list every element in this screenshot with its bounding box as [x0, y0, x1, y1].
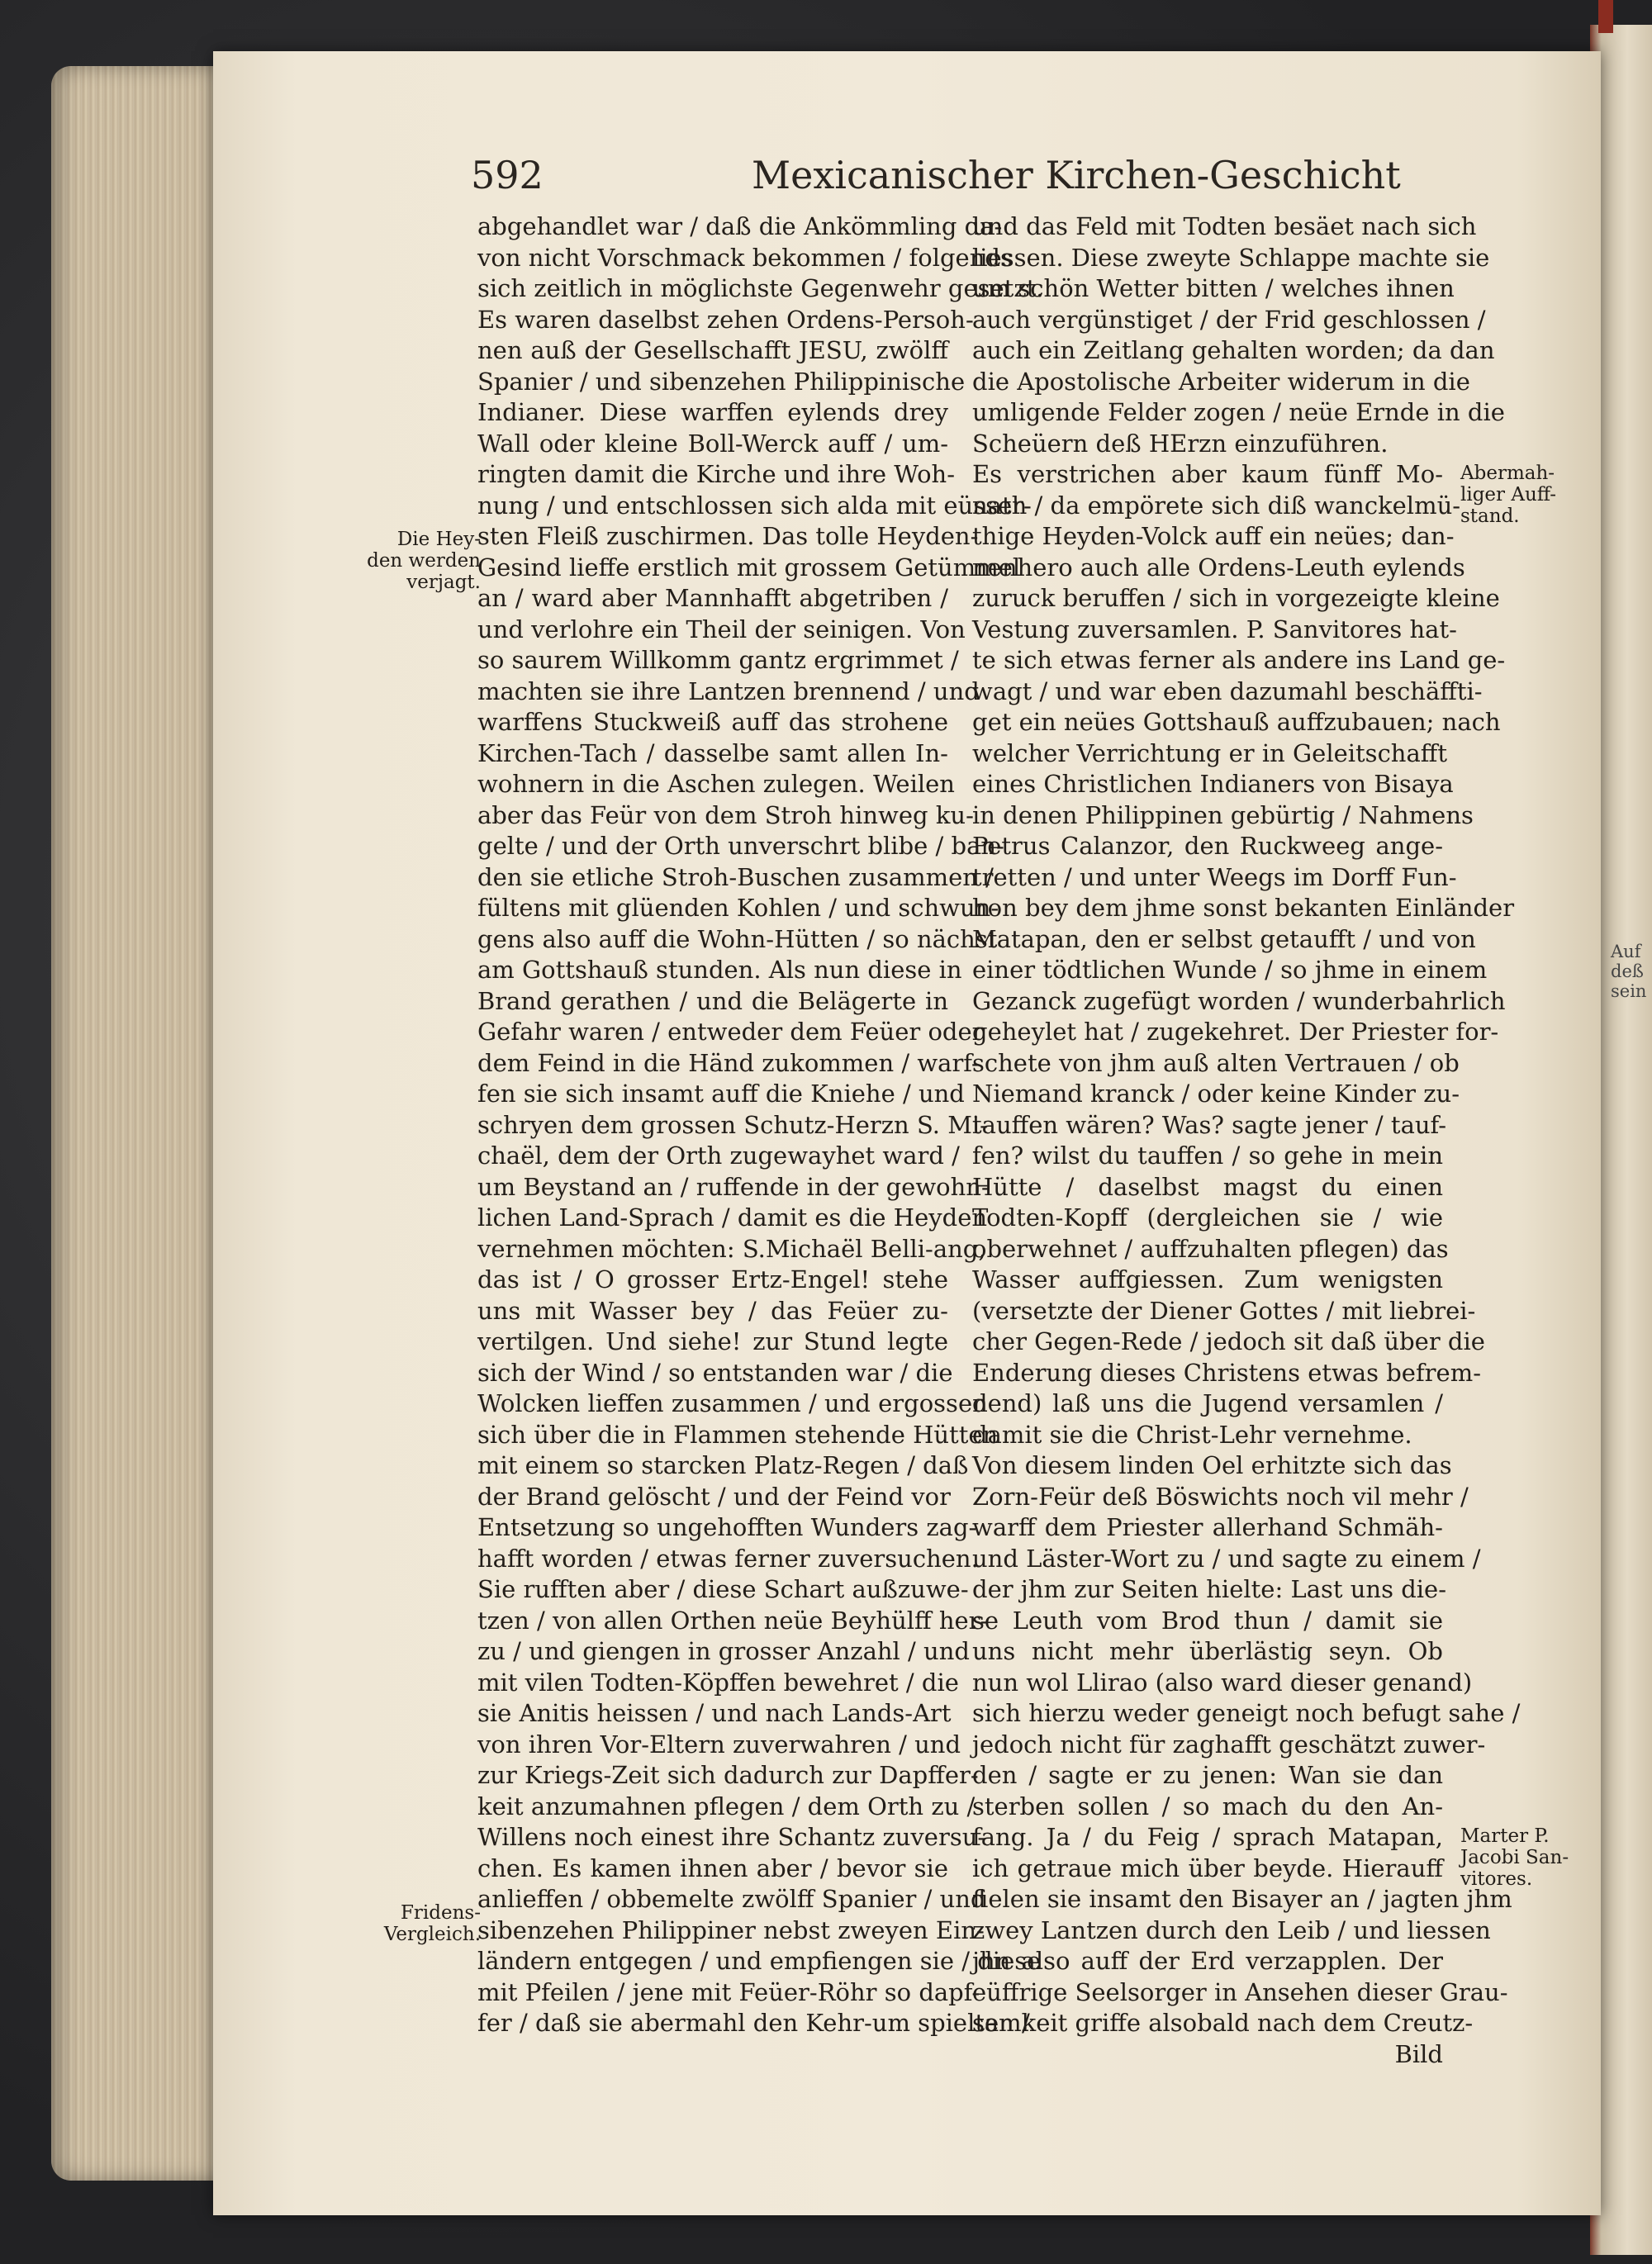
text-line: te sich etwas ferner als andere ins Land ge- [972, 646, 1506, 674]
text-line: Gesind lieffe erstlich mit grossem Getümmel [477, 553, 1021, 581]
text-line: warff dem Priester allerhand Schmäh- [972, 1513, 1443, 1541]
text-line: mit Pfeilen / jene mit Feüer-Röhr so dapf- [477, 1977, 980, 2006]
text-line: Brand gerathen / und die Belägerte in [477, 986, 948, 1015]
text-line: zu / und giengen in grosser Anzahl / und [477, 1637, 970, 1665]
text-line: samkeit griffe alsobald nach dem Creutz- [972, 2009, 1474, 2037]
text-line: an / ward aber Mannhafft abgetriben / [477, 584, 948, 612]
text-line: Enderung dieses Christens etwas befrem- [972, 1358, 1482, 1387]
text-line: sibenzehen Philippiner nebst zweyen Ein- [477, 1915, 985, 1944]
text-line: fen? wilst du tauffen / so gehe in mein [972, 1141, 1443, 1170]
text-line: fer / daß sie abermahl den Kehr-um spielten / [477, 2009, 1030, 2037]
margin-note-line: Fridens- [400, 1902, 481, 1924]
margin-note-line: vitores. [1460, 1868, 1533, 1890]
text-line: eines Christlichen Indianers von Bisaya [972, 770, 1454, 798]
text-line: Hütte / daselbst magst du einen [972, 1172, 1443, 1201]
text-line: Matapan, den er selbst getaufft / und von [972, 924, 1476, 953]
text-line: fielen sie insamt den Bisayer an / jagten jhm [972, 1885, 1512, 1913]
text-line: Bild [1394, 2039, 1443, 2068]
running-title: Mexicanischer Kirchen-Geschicht [752, 153, 1401, 197]
text-line: nath / da empörete sich diß wanckelmü- [972, 491, 1461, 520]
text-line: ringten damit die Kirche und ihre Woh- [477, 460, 956, 488]
text-line: auch vergünstiget / der Frid geschlossen / [972, 305, 1486, 334]
margin-note-line: Abermah- [1460, 463, 1555, 484]
text-line: gens also auff die Wohn-Hütten / so nächst [477, 924, 998, 953]
text-line: nung / und entschlossen sich alda mit eüsser- [477, 491, 1032, 520]
text-line: sie Anitis heissen / und nach Lands-Art [477, 1699, 952, 1727]
text-line: sten Fleiß zuschirmen. Das tolle Heyden- [477, 522, 979, 550]
text-line: umligende Felder zogen / neüe Ernde in die [972, 398, 1505, 426]
text-line: anlieffen / obbemelte zwölff Spanier / und [477, 1885, 986, 1913]
text-line: ich getraue mich über beyde. Hierauff [972, 1853, 1443, 1882]
text-line: gelte / und der Orth unverschrt blibe / ban- [477, 832, 1004, 860]
text-line: Indianer. Diese warffen eylends drey [477, 398, 948, 426]
text-line: schryen dem grossen Schutz-Herzn S. Mi- [477, 1110, 988, 1139]
bookmark-ribbon [1598, 0, 1613, 33]
text-line: wagt / und war eben dazumahl beschäffti- [972, 676, 1483, 705]
text-line: Wasser auffgiessen. Zum wenigsten [972, 1265, 1443, 1293]
text-line: chen. Es kamen ihnen aber / bevor sie [477, 1853, 948, 1882]
margin-note-fridens-vergleich [357, 1902, 481, 1945]
text-line: Von diesem linden Oel erhitzte sich das [972, 1451, 1452, 1479]
text-line: Niemand kranck / oder keine Kinder zu- [972, 1080, 1460, 1108]
text-line: thige Heyden-Volck auff ein neües; dan- [972, 522, 1455, 550]
text-line: cher Gegen-Rede / jedoch sit daß über die [972, 1327, 1485, 1355]
text-line: jedoch nicht für zaghafft geschätzt zuwer- [972, 1730, 1486, 1759]
text-line: ländern entgegen / und empfiengen sie / diese [477, 1947, 1042, 1975]
margin-note-marter-sanvitores [1460, 1825, 1572, 1890]
text-line: sterben sollen / so mach du den An- [972, 1792, 1443, 1820]
text-line: chaël, dem der Orth zugewayhet ward / [477, 1141, 960, 1170]
text-line: machten sie ihre Lantzen brennend / und [477, 676, 980, 705]
text-line: vertilgen. Und siehe! zur Stund legte [477, 1327, 948, 1355]
text-line: tzen / von allen Orthen neüe Beyhülff her- [477, 1606, 989, 1635]
text-line: vernehmen möchten: S.Michaël Belli-ang, [477, 1234, 986, 1263]
text-line: zur Kriegs-Zeit sich dadurch zur Dapffer- [477, 1761, 979, 1789]
text-line: Sie rufften aber / diese Schart außzuwe- [477, 1575, 969, 1603]
margin-note-line: stand. [1460, 505, 1520, 527]
text-line: tauffen wären? Was? sagte jener / tauf- [972, 1110, 1447, 1139]
text-line: sich hierzu weder geneigt noch befugt sahe / [972, 1699, 1521, 1727]
text-line: abgehandlet war / daß die Ankömmling da- [477, 212, 1003, 240]
page-header [471, 153, 1437, 202]
text-line: Spanier / und sibenzehen Philippinische [477, 367, 966, 396]
text-line: Es waren daselbst zehen Ordens-Persoh- [477, 305, 974, 334]
text-line: warffens Stuckweiß auff das strohene [477, 708, 948, 736]
text-line: uns mit Wasser bey / das Feüer zu- [477, 1296, 948, 1325]
margin-note-line: Die Hey- [396, 529, 481, 550]
text-line: aber das Feür von dem Stroh hinweg ku- [477, 800, 974, 829]
text-line: uns nicht mehr überlästig seyn. Ob [972, 1637, 1443, 1665]
text-line: Wall oder kleine Boll-Werck auff / um- [477, 429, 948, 458]
text-line: tretten / und unter Weegs im Dorff Fun- [972, 862, 1457, 891]
text-line: nenhero auch alle Ordens-Leuth eylends [972, 553, 1465, 581]
text-line: Todten-Kopff (dergleichen sie / wie [972, 1203, 1443, 1232]
text-line: mit einem so starcken Platz-Regen / daß [477, 1451, 969, 1479]
text-line: jhn also auff der Erd verzapplen. Der [972, 1947, 1443, 1975]
fragment-line: deß [1611, 961, 1644, 981]
fragment-line: sein [1611, 981, 1647, 1001]
page-number: 592 [471, 153, 544, 197]
text-line: sich zeitlich in möglichste Gegenwehr gesetzt. [477, 274, 1044, 302]
text-line: der Brand gelöscht / und der Feind vor [477, 1482, 951, 1511]
fragment-line: Auf [1611, 942, 1641, 961]
text-line: dend) laß uns die Jugend versamlen / [972, 1389, 1443, 1417]
text-line: mit vilen Todten-Köpffen bewehret / die [477, 1668, 959, 1697]
text-line: der jhm zur Seiten hielte: Last uns die- [972, 1575, 1446, 1603]
text-line: von nicht Vorschmack bekommen / folgends [477, 243, 1013, 272]
text-line: Willens noch einest ihre Schantz zuversu- [477, 1823, 986, 1851]
text-line: eüffrige Seelsorger in Ansehen dieser Grau- [972, 1977, 1508, 2006]
text-line: Entsetzung so ungehofften Wunders zag- [477, 1513, 977, 1541]
text-line: liessen. Diese zweyte Schlappe machte sie [972, 243, 1490, 272]
text-line: damit sie die Christ-Lehr vernehme. [972, 1420, 1412, 1449]
text-line: in denen Philippinen gebürtig / Nahmens [972, 800, 1474, 829]
text-line: sich über die in Flammen stehende Hütten [477, 1420, 999, 1449]
text-line: (versetzte der Diener Gottes / mit liebrei- [972, 1296, 1476, 1325]
text-line: geheylet hat / zugekehret. Der Priester for- [972, 1018, 1499, 1046]
text-line: von ihren Vor-Eltern zuverwahren / und [477, 1730, 961, 1759]
text-line: Es verstrichen aber kaum fünff Mo- [972, 460, 1443, 488]
text-line: Petrus Calanzor, den Ruckweeg ange- [972, 832, 1443, 860]
text-line: einer tödtlichen Wunde / so jhme in einem [972, 956, 1488, 984]
text-line: fang. Ja / du Feig / sprach Matapan, [972, 1823, 1443, 1851]
text-line: und Läster-Wort zu / und sagte zu einem / [972, 1544, 1481, 1573]
text-line: das ist / O grosser Ertz-Engel! stehe [477, 1265, 948, 1293]
text-line: get ein neües Gottshauß auffzubauen; nach [972, 708, 1501, 736]
text-line: und verlohre ein Theil der seinigen. Von [477, 615, 966, 643]
text-line: wohnern in die Aschen zulegen. Weilen [477, 770, 955, 798]
text-line: die Apostolische Arbeiter widerum in die [972, 367, 1470, 396]
text-line: nen auß der Gesellschafft JESU, zwölff [477, 336, 948, 364]
facing-page-fragment [1611, 942, 1646, 1001]
text-line: Zorn-Feür deß Böswichts noch vil mehr / [972, 1482, 1469, 1511]
left-text-column [477, 211, 1044, 2039]
text-line: schete von jhm auß alten Vertrauen / ob [972, 1048, 1460, 1077]
margin-note-heyden-verjagt [357, 529, 481, 593]
text-line: zwey Lantzen durch den Leib / und liessen [972, 1915, 1491, 1944]
text-line: Scheüern deß HErzn einzuführen. [972, 429, 1389, 458]
text-line: hafft worden / etwas ferner zuversuchen. [477, 1544, 979, 1573]
text-line: und das Feld mit Todten besäet nach sich [972, 212, 1477, 240]
book-page-edges [51, 66, 216, 2181]
margin-note-line: Vergleich. [383, 1924, 481, 1945]
margin-note-line: Marter P. [1460, 1825, 1550, 1847]
text-line: den sie etliche Stroh-Buschen zusammen / [477, 862, 994, 891]
text-line: lichen Land-Sprach / damit es die Heyden [477, 1203, 988, 1232]
margin-note-line: Jacobi San- [1460, 1847, 1569, 1868]
text-line: den / sagte er zu jenen: Wan sie dan [972, 1761, 1443, 1789]
text-line: welcher Verrichtung er in Geleitschafft [972, 738, 1448, 767]
text-line: oberwehnet / auffzuhalten pflegen) das [972, 1234, 1449, 1263]
text-line: am Gottshauß stunden. Als nun diese in [477, 956, 962, 984]
margin-note-line: verjagt. [406, 572, 481, 593]
text-line: Wolcken lieffen zusammen / und ergossen [477, 1389, 988, 1417]
text-line: dem Feind in die Händ zukommen / warf- [477, 1048, 980, 1077]
text-line: se Leuth vom Brod thun / damit sie [972, 1606, 1443, 1635]
text-line: keit anzumahnen pflegen / dem Orth zu / [477, 1792, 976, 1820]
text-line: zuruck beruffen / sich in vorgezeigte kleine [972, 584, 1500, 612]
text-line: um schön Wetter bitten / welches ihnen [972, 274, 1455, 302]
text-line: sich der Wind / so entstanden war / die [477, 1358, 953, 1387]
text-line: fültens mit glüenden Kohlen / und schwun- [477, 894, 999, 922]
margin-note-line: liger Auff- [1460, 484, 1557, 505]
text-line: fen sie sich insamt auff die Kniehe / und [477, 1080, 965, 1108]
margin-note-line: den werden [367, 550, 481, 572]
text-line: nun wol Llirao (also ward dieser genand) [972, 1668, 1473, 1697]
text-line: hon bey dem jhme sonst bekanten Einländer [972, 894, 1515, 922]
margin-note-abermahliger-auffstand [1460, 463, 1572, 527]
text-line: Gefahr waren / entweder dem Feüer oder [477, 1018, 984, 1046]
text-line: auch ein Zeitlang gehalten worden; da dan [972, 336, 1495, 364]
text-line: Kirchen-Tach / dasselbe samt allen In- [477, 738, 948, 767]
text-line: um Beystand an / ruffende in der gewohn- [477, 1172, 990, 1201]
text-line: so saurem Willkomm gantz ergrimmet / [477, 646, 959, 674]
text-line: Gezanck zugefügt worden / wunderbahrlich [972, 986, 1506, 1015]
text-line: Vestung zuversamlen. P. Sanvitores hat- [972, 615, 1457, 643]
